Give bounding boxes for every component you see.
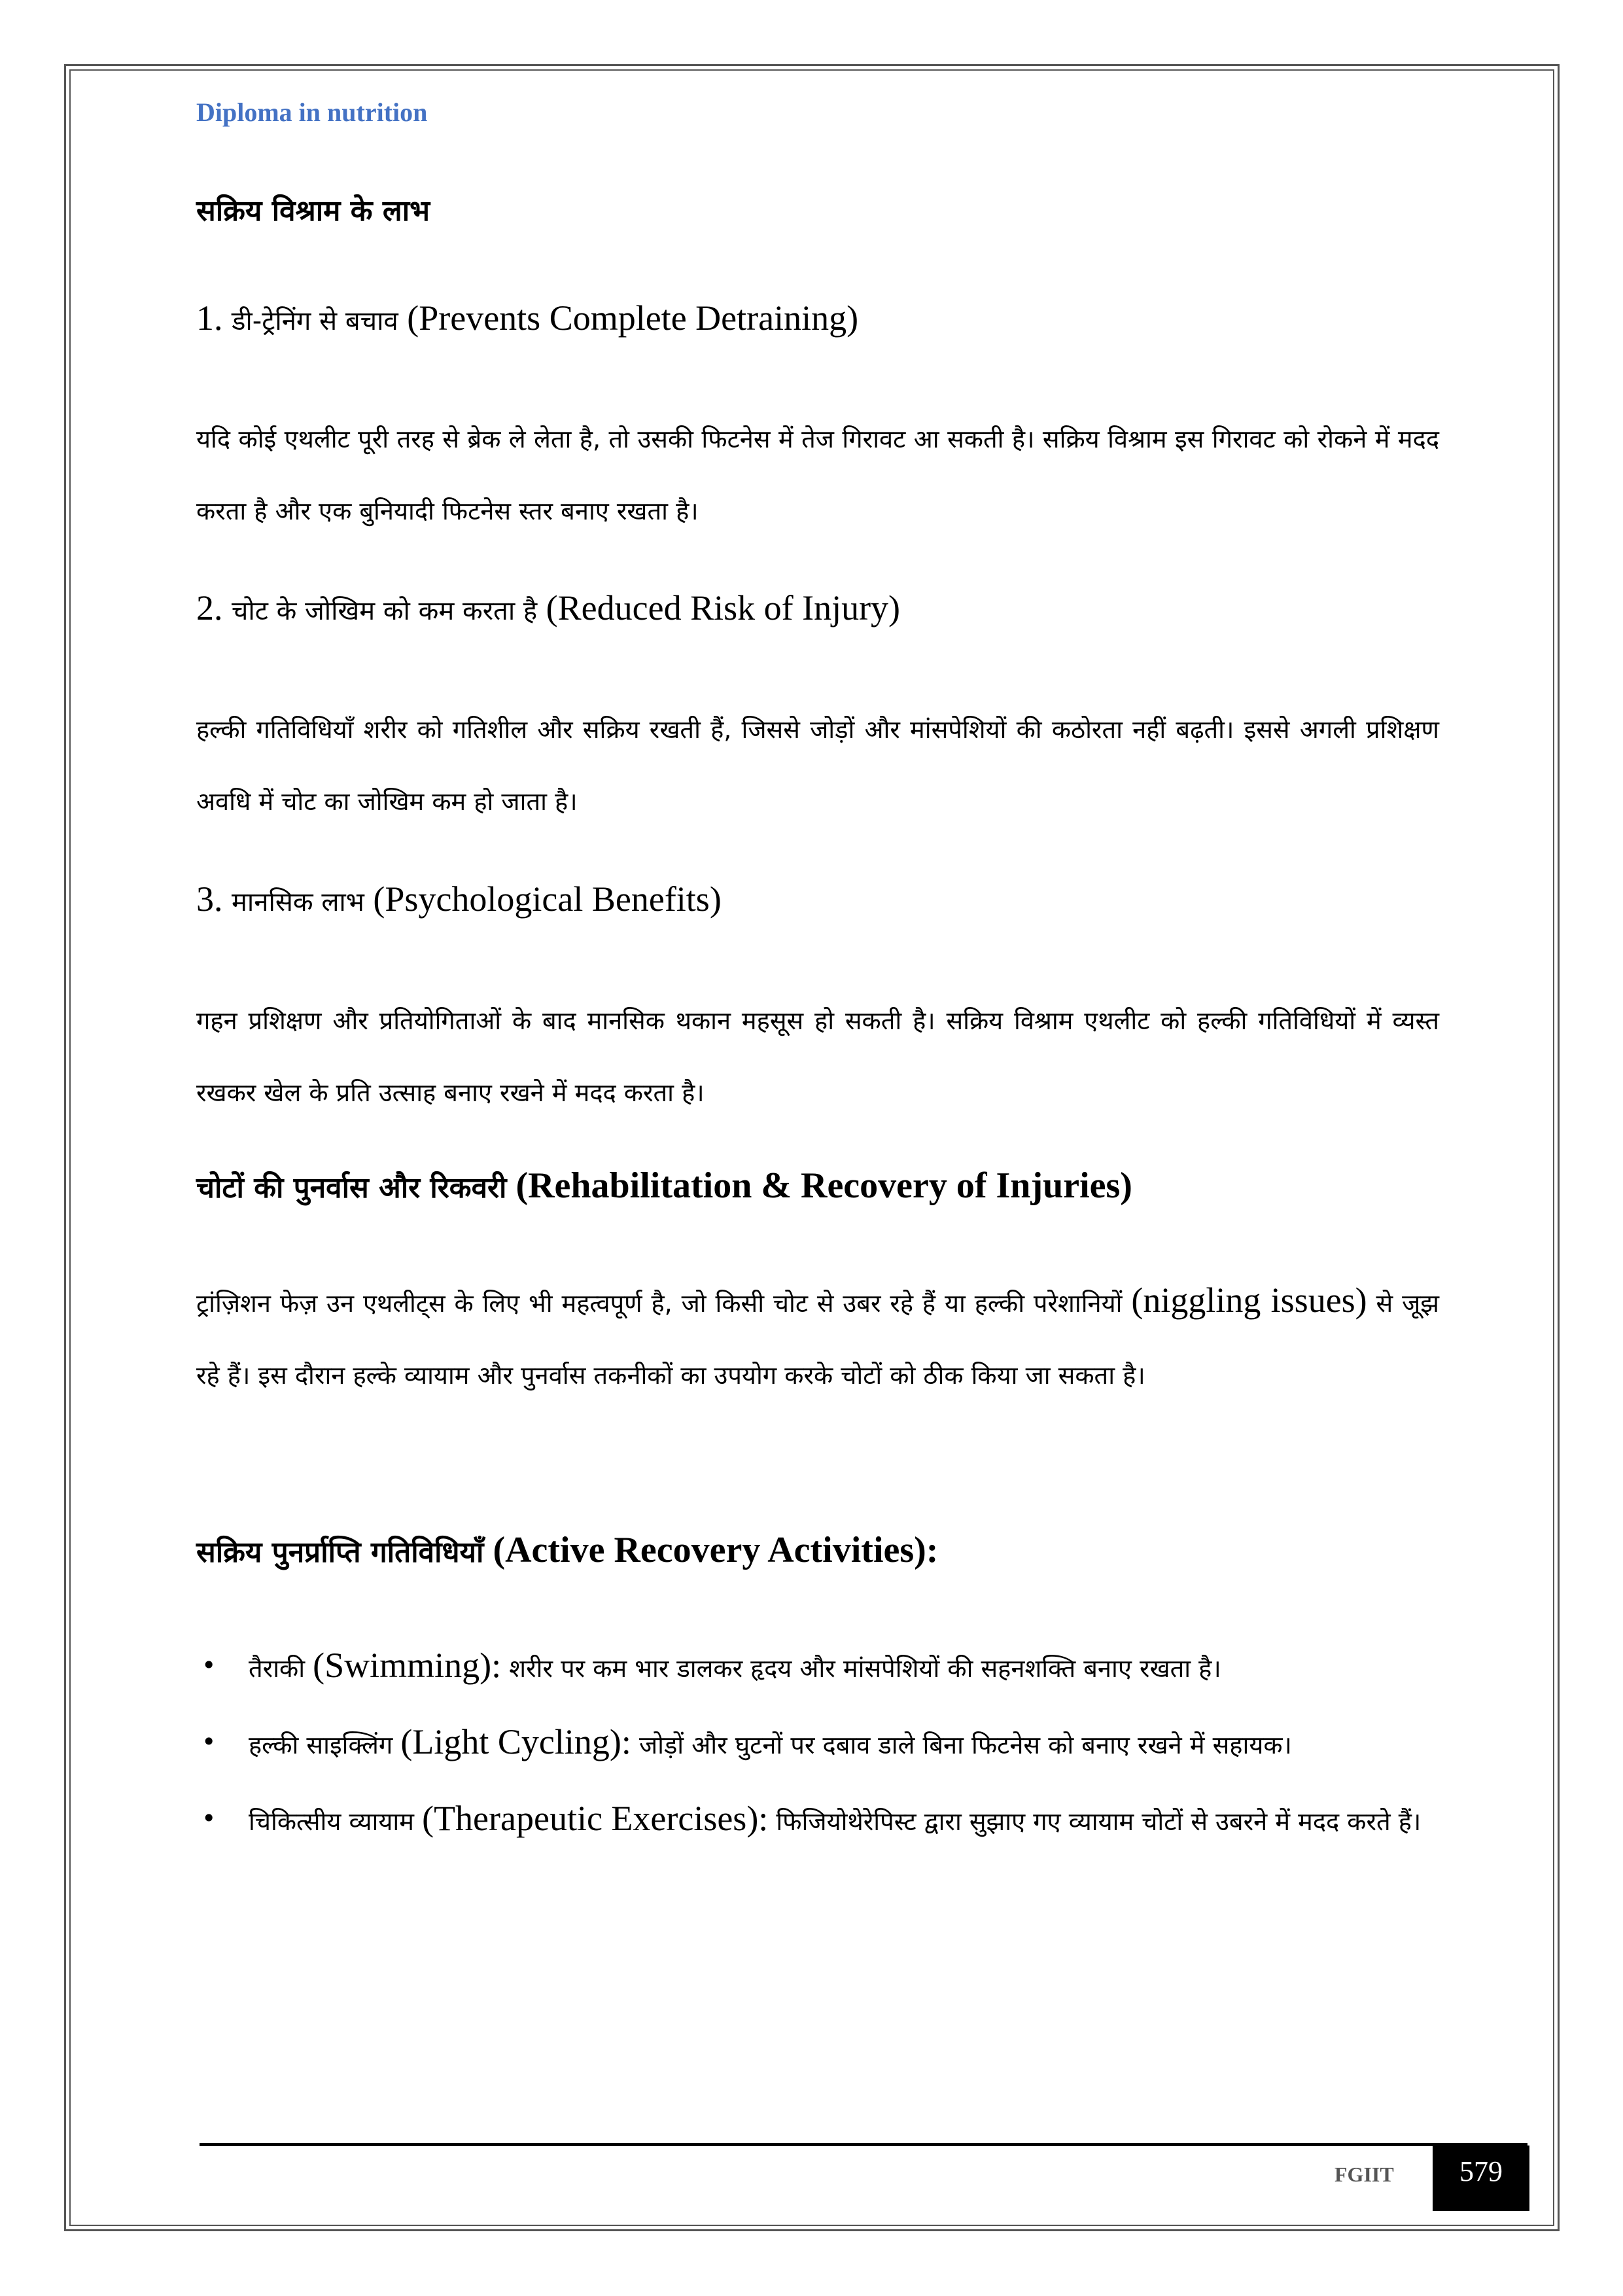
benefit-text-2: हल्की गतिविधियाँ शरीर को गतिशील और सक्रिय रखती हैं, जिससे जोड़ों और मांसपेशियों की कठोरता नहीं बढ़ती। इससे अगली प्रशिक्षण अवधि में चोट का जोखिम कम हो जाता है। bbox=[196, 715, 1439, 816]
benefit-heading-english: (Psychological Benefits) bbox=[373, 879, 722, 919]
rehab-text-part1: ट्रांज़िशन फेज़ उन एथलीट्स के लिए भी महत्वपूर्ण है, जो किसी चोट से उबर रहे हैं या हल्की परेशानियों bbox=[196, 1289, 1132, 1318]
footer-label: FGIIT bbox=[1335, 2163, 1394, 2186]
footer-rule bbox=[200, 2143, 1527, 2146]
item-name-english: (Therapeutic Exercises): bbox=[422, 1799, 769, 1838]
item-description: फिजियोथेरेपिस्ट द्वारा सुझाए गए व्यायाम चोटों से उबरने में मदद करते हैं। bbox=[768, 1807, 1422, 1836]
item-name-hindi: तैराकी bbox=[249, 1654, 313, 1683]
list-item bbox=[196, 1782, 1439, 1858]
rehab-text-part2: से जूझ रहे हैं। इस दौरान हल्के व्यायाम और पुनर्वास तकनीकों का उपयोग करके चोटों को ठीक किया जा सकता है। bbox=[196, 1289, 1439, 1390]
benefit-heading-hindi: डी-ट्रेनिंग से बचाव bbox=[232, 306, 398, 336]
benefit-heading-english: (Prevents Complete Detraining) bbox=[407, 298, 859, 338]
benefit-heading-2 bbox=[196, 588, 1439, 628]
benefit-number: 3. bbox=[196, 879, 223, 919]
list-item bbox=[196, 1706, 1439, 1781]
benefit-text-1: यदि कोई एथलीट पूरी तरह से ब्रेक ले लेता है, तो उसकी फिटनेस में तेज गिरावट आ सकती है। सक्रिय विश्राम इस गिरावट को रोकने में मदद करता है और एक बुनियादी फिटनेस स्तर बनाए रखता है। bbox=[196, 425, 1439, 525]
bullet-icon: • bbox=[201, 1727, 217, 1756]
item-name-hindi: हल्की साइक्लिंग bbox=[249, 1731, 401, 1759]
rehab-text bbox=[196, 1264, 1439, 1411]
benefit-number: 1. bbox=[196, 298, 223, 338]
rehab-text-latin: (niggling issues) bbox=[1131, 1280, 1367, 1320]
benefit-heading-english: (Reduced Risk of Injury) bbox=[546, 588, 901, 627]
item-description: शरीर पर कम भार डालकर हृदय और मांसपेशियों की सहनशक्ति बनाए रखता है। bbox=[501, 1654, 1221, 1683]
benefit-heading-hindi: चोट के जोखिम को कम करता है bbox=[232, 596, 538, 626]
item-name-english: (Light Cycling): bbox=[400, 1722, 631, 1761]
list-item bbox=[196, 1629, 1439, 1704]
benefit-heading-1 bbox=[196, 298, 1439, 338]
page-border-inner bbox=[69, 69, 1554, 2226]
activities-heading bbox=[196, 1529, 1439, 1571]
section-title: सक्रिय विश्राम के लाभ bbox=[196, 194, 430, 228]
activities-heading-english: (Active Recovery Activities): bbox=[493, 1530, 939, 1570]
item-name-english: (Swimming): bbox=[313, 1646, 502, 1685]
item-description: जोड़ों और घुटनों पर दबाव डाले बिना फिटनेस को बनाए रखने में सहायक। bbox=[631, 1731, 1292, 1759]
benefit-number: 2. bbox=[196, 588, 223, 627]
benefit-heading-3 bbox=[196, 879, 1439, 919]
benefit-text-3: गहन प्रशिक्षण और प्रतियोगिताओं के बाद मानसिक थकान महसूस हो सकती है। सक्रिय विश्राम एथलीट को हल्की गतिविधियों में व्यस्त रखकर खेल के प्रति उत्साह बनाए रखने में मदद करता है। bbox=[196, 1006, 1439, 1107]
bullet-icon: • bbox=[201, 1651, 217, 1680]
benefit-heading-hindi: मानसिक लाभ bbox=[232, 887, 364, 917]
rehab-heading-english: (Rehabilitation & Recovery of Injuries) bbox=[515, 1165, 1132, 1206]
bullet-icon: • bbox=[201, 1804, 217, 1833]
activities-heading-hindi: सक्रिय पुनर्प्राप्ति गतिविधियाँ bbox=[196, 1536, 484, 1569]
item-name-hindi: चिकित्सीय व्यायाम bbox=[249, 1807, 423, 1836]
page-number: 579 bbox=[1433, 2146, 1529, 2211]
running-header: Diploma in nutrition bbox=[196, 97, 428, 127]
activities-list bbox=[196, 1629, 1439, 1859]
rehab-heading bbox=[196, 1165, 1439, 1207]
rehab-heading-hindi: चोटों की पुनर्वास और रिकवरी bbox=[196, 1171, 507, 1205]
